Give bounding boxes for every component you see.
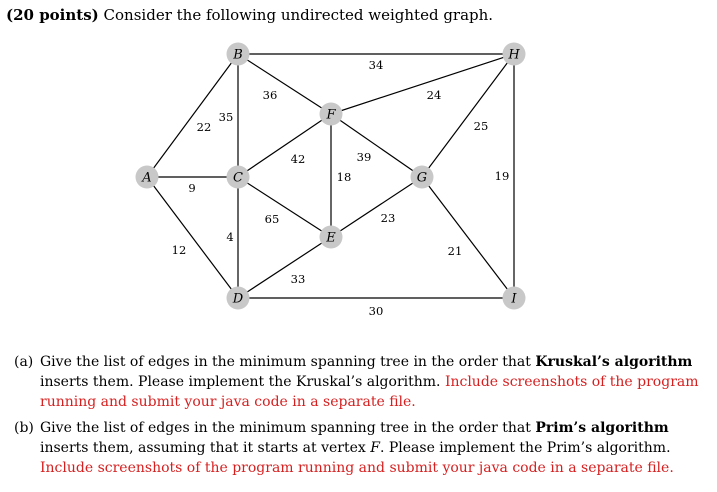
node-label: C	[233, 170, 243, 186]
part-a-text-1: Give the list of edges in the minimum spanning tree in the order that	[40, 354, 531, 370]
node-label: A	[142, 170, 152, 186]
node-label: E	[326, 230, 336, 246]
edge-d-e	[238, 237, 331, 298]
weight-d-i: 30	[368, 304, 384, 318]
weight-c-f: 42	[290, 152, 306, 166]
weight-b-h: 34	[368, 58, 384, 72]
part-a-instruction: Include screenshots of the program running and submit your java code in a separate file.	[40, 374, 699, 410]
part-b-text-1: Give the list of edges in the minimum spanning tree in the order that	[40, 420, 531, 436]
part-b-algorithm: Prim’s algorithm	[535, 420, 669, 436]
header-text: Consider the following undirected weighted graph.	[103, 6, 494, 24]
node-c	[227, 166, 250, 189]
part-a	[14, 352, 704, 412]
weight-g-i: 21	[447, 244, 463, 258]
weight-c-e: 65	[264, 212, 280, 226]
node-f	[320, 103, 343, 126]
part-a-text-2: inserts them. Please implement the Kruskal’s algorithm.	[40, 374, 441, 390]
part-a-label: (a)	[14, 354, 34, 370]
part-b-instruction: Include screenshots of the program running and submit your java code in a separate file.	[40, 460, 674, 476]
edge-b-f	[238, 54, 331, 114]
edge-f-g	[331, 114, 422, 177]
node-g	[411, 166, 434, 189]
node-i	[503, 287, 526, 310]
part-b-text-2: inserts them, assuming that it starts at vertex	[40, 440, 366, 456]
weight-f-e: 18	[336, 170, 352, 184]
weight-f-g: 39	[356, 150, 372, 164]
graph-edges	[147, 54, 514, 298]
weight-b-f: 36	[262, 88, 278, 102]
edge-e-g	[331, 177, 422, 237]
edge-f-h	[331, 54, 514, 114]
node-e	[320, 226, 343, 249]
part-b-label: (b)	[14, 420, 34, 436]
part-b-body	[40, 418, 704, 478]
edge-c-f	[238, 114, 331, 177]
weight-d-e: 33	[290, 272, 306, 286]
part-b-start-vertex: F	[370, 440, 380, 456]
part-b-text-3: . Please implement the Prim’s algorithm.	[379, 440, 671, 456]
node-label: F	[326, 107, 336, 123]
part-a-algorithm: Kruskal’s algorithm	[535, 354, 693, 370]
part-b	[14, 418, 704, 478]
weight-f-h: 24	[426, 88, 442, 102]
weight-h-i: 19	[494, 169, 510, 183]
node-a	[136, 166, 159, 189]
weight-a-c: 9	[188, 181, 196, 195]
weight-c-d: 4	[226, 230, 234, 244]
node-label: H	[508, 47, 520, 63]
edge-g-h	[422, 54, 514, 177]
weight-g-h: 25	[473, 119, 489, 133]
node-label: B	[233, 47, 243, 63]
weight-b-c: 35	[218, 110, 234, 124]
node-h	[503, 43, 526, 66]
node-label: D	[232, 291, 244, 307]
node-label: G	[416, 170, 428, 186]
edge-weights	[172, 58, 510, 318]
weight-e-g: 23	[380, 211, 396, 225]
node-label: I	[511, 291, 517, 307]
part-a-body	[40, 352, 704, 412]
node-d	[227, 287, 250, 310]
weight-a-b: 22	[196, 120, 212, 134]
edge-g-i	[422, 177, 514, 298]
node-b	[227, 43, 250, 66]
weight-a-d: 12	[171, 243, 187, 257]
points-label: (20 points)	[6, 6, 99, 24]
edge-c-e	[238, 177, 331, 237]
edge-a-d	[147, 177, 238, 298]
